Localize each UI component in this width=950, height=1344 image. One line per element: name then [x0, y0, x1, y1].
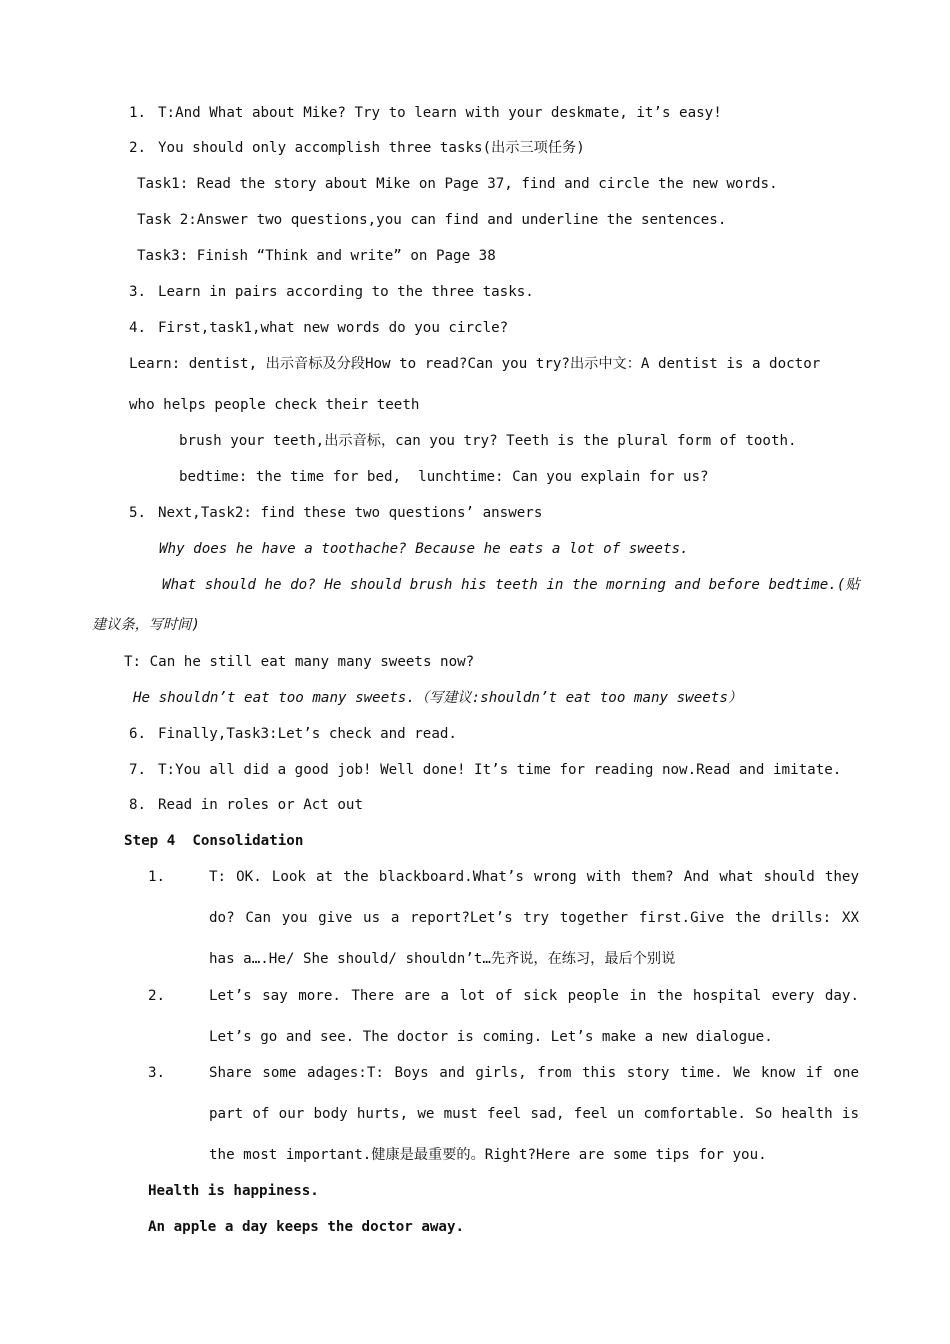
list-item-text: Finally,Task3:Let’s check and read. [158, 726, 457, 742]
paragraph-line: has a….He/ She should/ shouldn’t…先齐说，在练习，最后个别说 [209, 951, 676, 967]
section-heading: Step 4 Consolidation [124, 833, 304, 849]
list-number: 1. [148, 869, 166, 885]
list-number: 1. [129, 105, 147, 121]
tip-line: Health is happiness. [148, 1183, 319, 1199]
list-number: 2. [148, 988, 166, 1004]
list-item-text: You should only accomplish three tasks(出示三项任务) [158, 140, 585, 156]
paragraph-line: bedtime: the time for bed, lunchtime: Can you explain for us? [179, 469, 709, 485]
task-line: Task1: Read the story about Mike on Page 37, find and circle the new words. [137, 176, 778, 192]
paragraph-line: brush your teeth,出示音标，can you try? Teeth is the plural form of tooth. [179, 433, 797, 449]
paragraph-line: part of our body hurts, we must feel sad, feel un comfortable. So health is [209, 1106, 859, 1122]
list-item-text: Next,Task2: find these two questions’ answers [158, 505, 543, 521]
task-line: Task 2:Answer two questions,you can find and underline the sentences. [137, 212, 727, 228]
paragraph-line: Let’s say more. There are a lot of sick people in the hospital every day. [209, 988, 859, 1004]
list-number: 3. [148, 1065, 166, 1081]
list-item-text: T:And What about Mike? Try to learn with your deskmate, it’s easy! [158, 105, 722, 121]
list-number: 2. [129, 140, 147, 156]
list-number: 4. [129, 320, 147, 336]
list-number: 6. [129, 726, 147, 742]
task-line: Task3: Finish “Think and write” on Page 38 [137, 248, 496, 264]
paragraph-line: do? Can you give us a report?Let’s try together first.Give the drills: XX [209, 910, 859, 926]
list-number: 7. [129, 762, 147, 778]
list-item-text: First,task1,what new words do you circle? [158, 320, 509, 336]
answer-line: He shouldn’t eat too many sweets.（写建议:shouldn’t eat too many sweets） [133, 690, 743, 706]
list-number: 8. [129, 797, 147, 813]
list-number: 3. [129, 284, 147, 300]
list-item-text: Learn in pairs according to the three tasks. [158, 284, 534, 300]
paragraph-line: Let’s go and see. The doctor is coming. Let’s make a new dialogue. [209, 1029, 773, 1045]
answer-line: 建议条，写时间) [92, 617, 200, 633]
tip-line: An apple a day keeps the doctor away. [148, 1219, 465, 1235]
paragraph-line: the most important.健康是最重要的。Right?Here are some tips for you. [209, 1147, 767, 1163]
list-item-text: T:You all did a good job! Well done! It’s time for reading now.Read and imitate. [158, 762, 842, 778]
list-number: 5. [129, 505, 147, 521]
answer-line: What should he do? He should brush his teeth in the morning and before bedtime.(贴 [162, 577, 860, 593]
paragraph-line: who helps people check their teeth [129, 397, 420, 413]
paragraph-line: Learn: dentist, 出示音标及分段How to read?Can you try?出示中文：A dentist is a doctor [129, 356, 821, 372]
paragraph-line: T: Can he still eat many many sweets now? [124, 654, 475, 670]
paragraph-line: Share some adages:T: Boys and girls, from this story time. We know if one [209, 1065, 859, 1081]
answer-line: Why does he have a toothache? Because he eats a lot of sweets. [159, 541, 689, 557]
paragraph-line: T: OK. Look at the blackboard.What’s wrong with them? And what should they [209, 869, 859, 885]
list-item-text: Read in roles or Act out [158, 797, 363, 813]
